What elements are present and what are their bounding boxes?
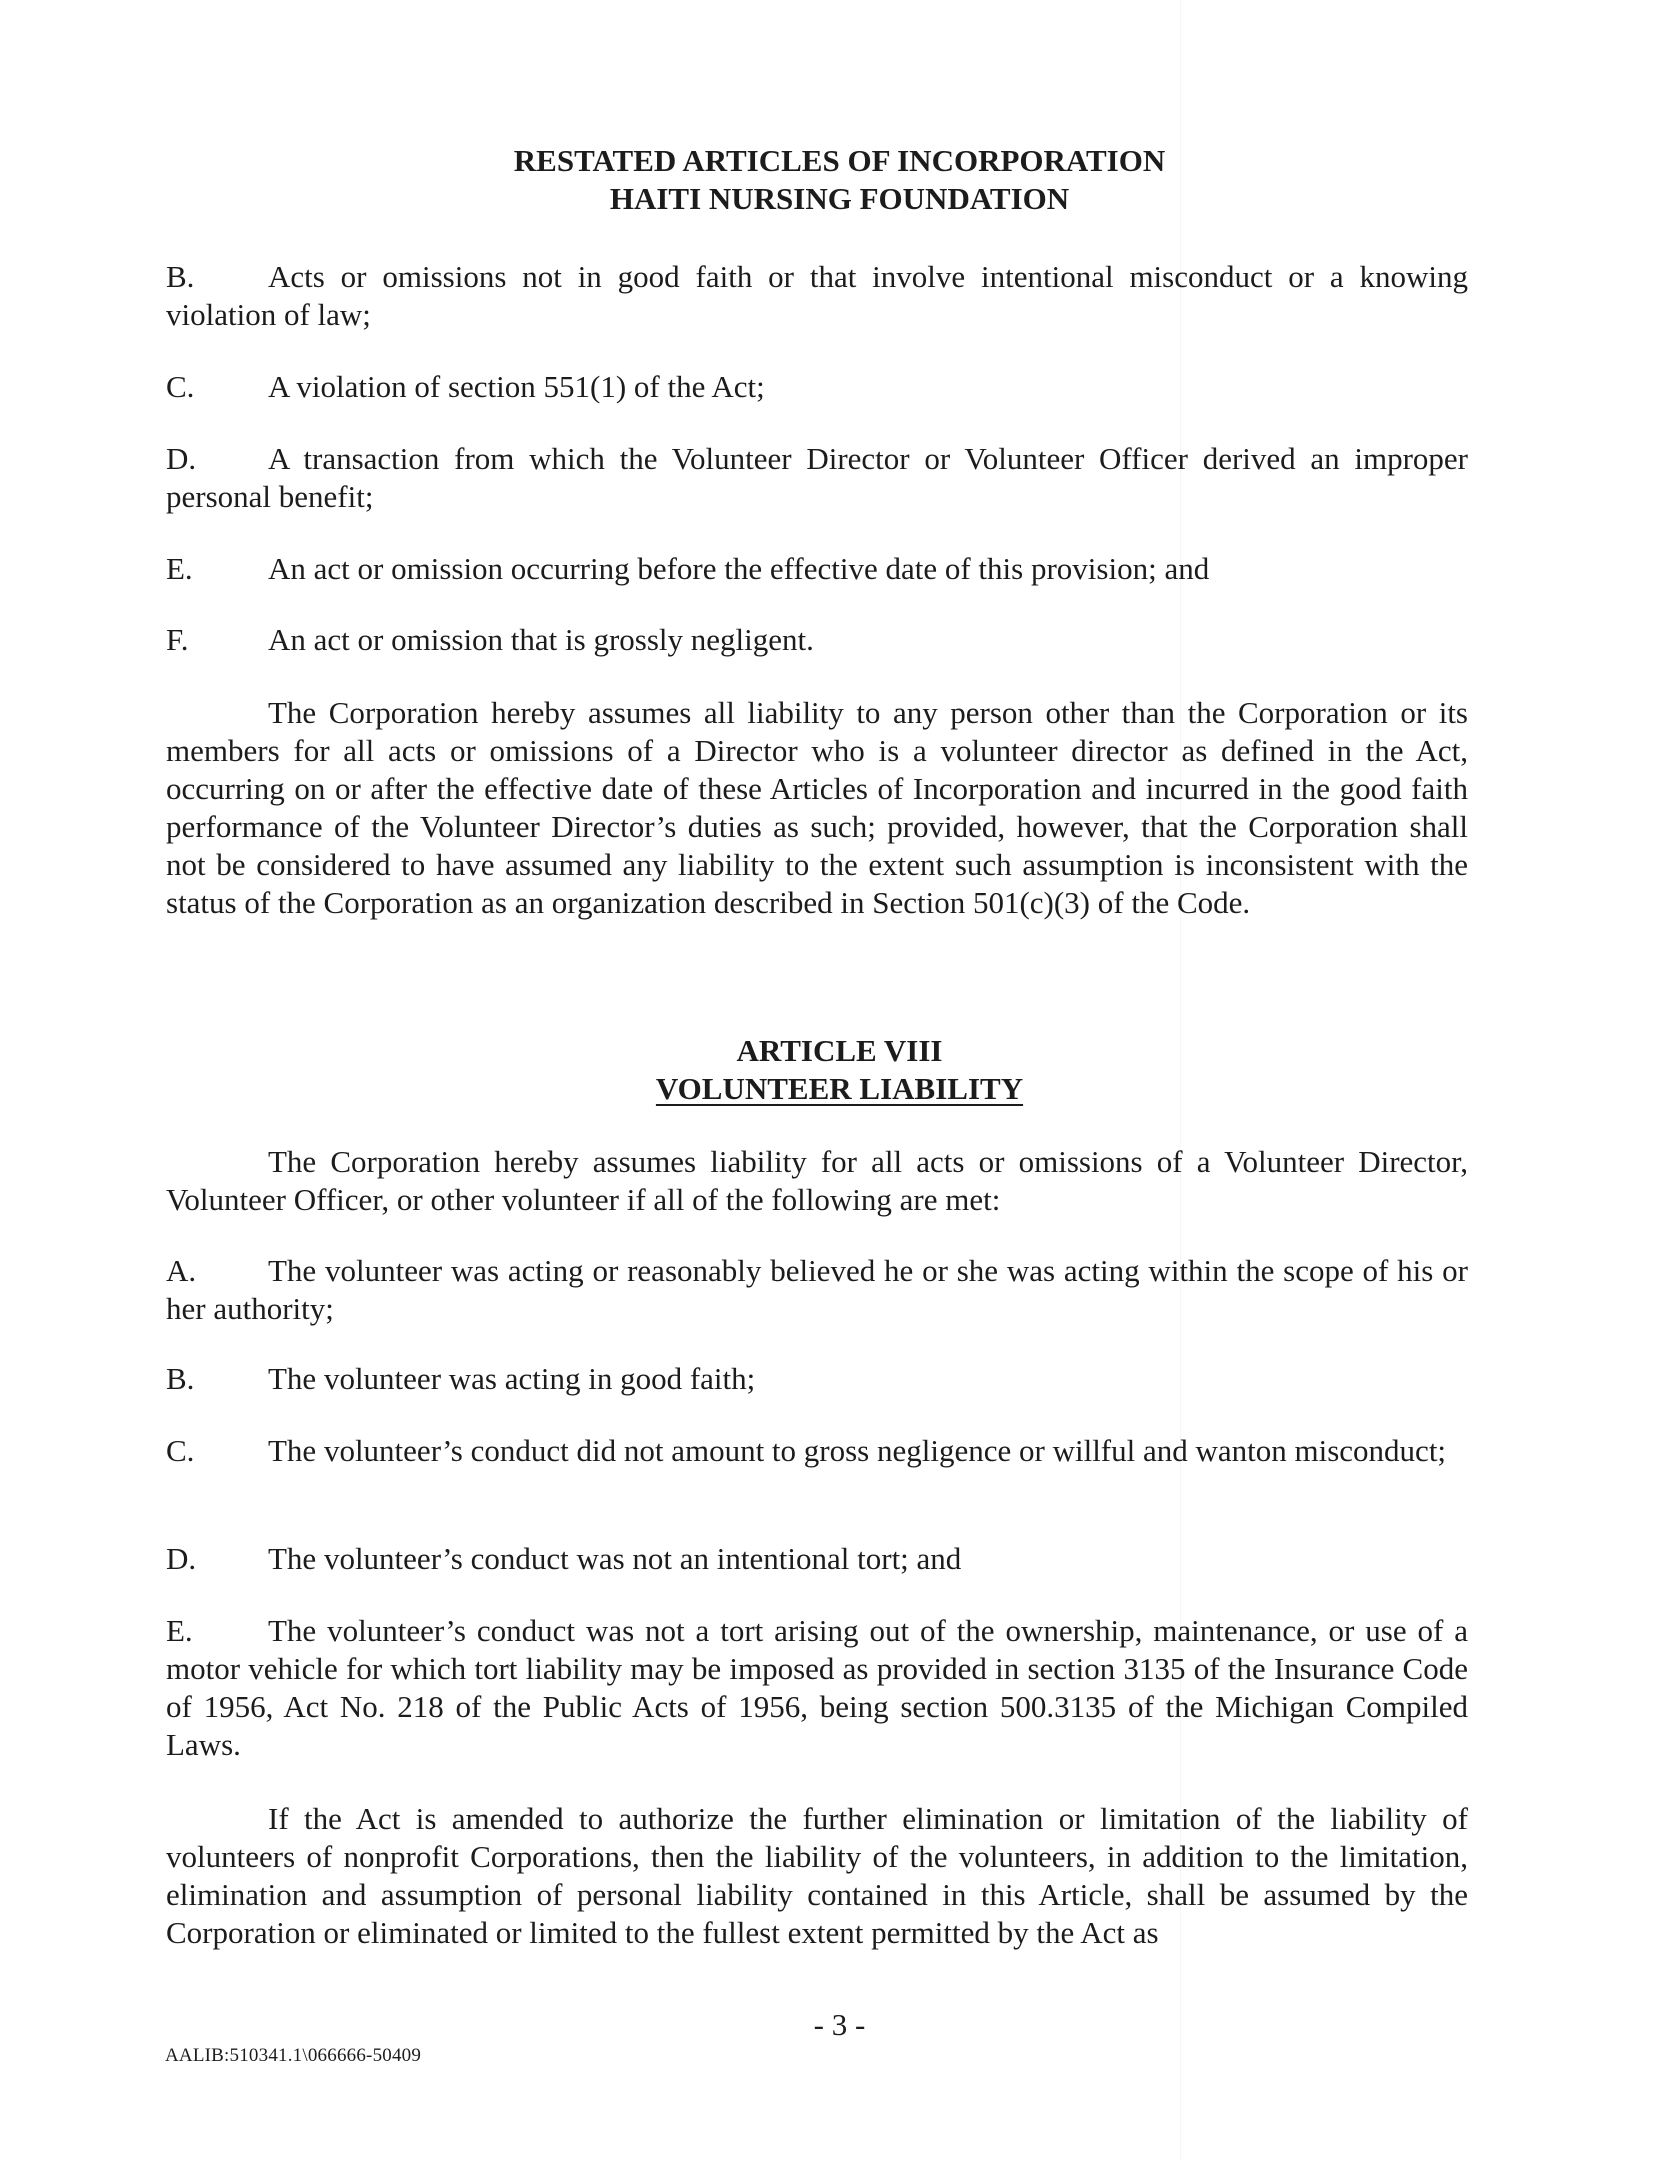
list-item — [166, 258, 1468, 334]
list-item-text: The volunteer’s conduct did not amount to gross negligence or willful and wanton misconduct; — [268, 1433, 1447, 1468]
list-item-text: An act or omission occurring before the effective date of this provision; and — [268, 551, 1210, 586]
paragraph-corporation-liability: The Corporation hereby assumes all liability to any person other than the Corporation or its members for all acts or omissions of a Director who is a volunteer director as defined in the Act, occurring on or after the effective date of these Articles of Incorporation and incurred in the good faith performance of the Volunteer Director’s duties as such; provided, however, that the Corporation shall not be considered to have assumed any liability to the extent such assumption is inconsistent with the status of the Corporation as an organization described in Section 501(c)(3) of the Code. — [166, 695, 1468, 920]
list-item — [166, 1432, 1468, 1470]
list-item — [166, 550, 1468, 588]
list-item-letter: B. — [166, 259, 195, 294]
document-id: AALIB:510341.1\066666-50409 — [165, 2045, 422, 2066]
list-item-letter: D. — [166, 1541, 197, 1576]
paragraph-volunteer-intro: The Corporation hereby assumes liability for all acts or omissions of a Volunteer Director, Volunteer Officer, or other volunteer if all of the following are met: — [166, 1144, 1468, 1217]
document-header — [0, 142, 1679, 218]
list-item-text: A violation of section 551(1) of the Act; — [268, 369, 765, 404]
list-item — [166, 368, 1468, 406]
list-item-letter: C. — [166, 369, 195, 404]
list-item-text: Acts or omissions not in good faith or that involve intentional misconduct or a knowing violation of law; — [166, 259, 1468, 332]
list-item — [166, 1540, 1468, 1578]
list-item — [166, 1612, 1468, 1764]
list-item-letter: E. — [166, 551, 193, 586]
list-item — [166, 1360, 1468, 1398]
list-item-letter: D. — [166, 441, 197, 476]
list-item-letter: A. — [166, 1253, 197, 1288]
list-item-letter: E. — [166, 1613, 193, 1648]
list-item-text: An act or omission that is grossly negligent. — [268, 622, 814, 657]
list-item-text: The volunteer’s conduct was not an intentional tort; and — [268, 1541, 962, 1576]
header-organization: HAITI NURSING FOUNDATION — [609, 181, 1070, 216]
list-item-letter: F. — [166, 622, 189, 657]
list-item-text: A transaction from which the Volunteer Director or Volunteer Officer derived an improper personal benefit; — [166, 441, 1468, 514]
list-item-text: The volunteer was acting in good faith; — [268, 1361, 756, 1396]
article-title: VOLUNTEER LIABILITY — [655, 1071, 1024, 1106]
list-item-text: The volunteer’s conduct was not a tort arising out of the ownership, maintenance, or use of a motor vehicle for which tort liability may be imposed as provided in section 3135 of the Insurance Code of 1956, Act No. 218 of the Public Acts of 1956, being section 500.3135 of the Michigan Compiled Laws. — [166, 1613, 1468, 1762]
list-item-letter: C. — [166, 1433, 195, 1468]
list-item — [166, 440, 1468, 516]
list-item-text: The volunteer was acting or reasonably believed he or she was acting within the scope of his or her authority; — [166, 1253, 1468, 1326]
header-title: RESTATED ARTICLES OF INCORPORATION — [513, 143, 1166, 178]
paragraph-act-amendment: If the Act is amended to authorize the further elimination or limitation of the liability of volunteers of nonprofit Corporations, then the liability of the volunteers, in addition to the limitation, elimination and assumption of personal liability contained in this Article, shall be assumed by the Corporation or eliminated or limited to the fullest extent permitted by the Act as — [166, 1801, 1468, 1950]
list-item-letter: B. — [166, 1361, 195, 1396]
list-item — [166, 1252, 1468, 1328]
article-heading — [0, 1032, 1679, 1108]
page-number: - 3 - — [813, 2007, 866, 2042]
article-number: ARTICLE VIII — [736, 1033, 943, 1068]
list-item — [166, 621, 1468, 659]
